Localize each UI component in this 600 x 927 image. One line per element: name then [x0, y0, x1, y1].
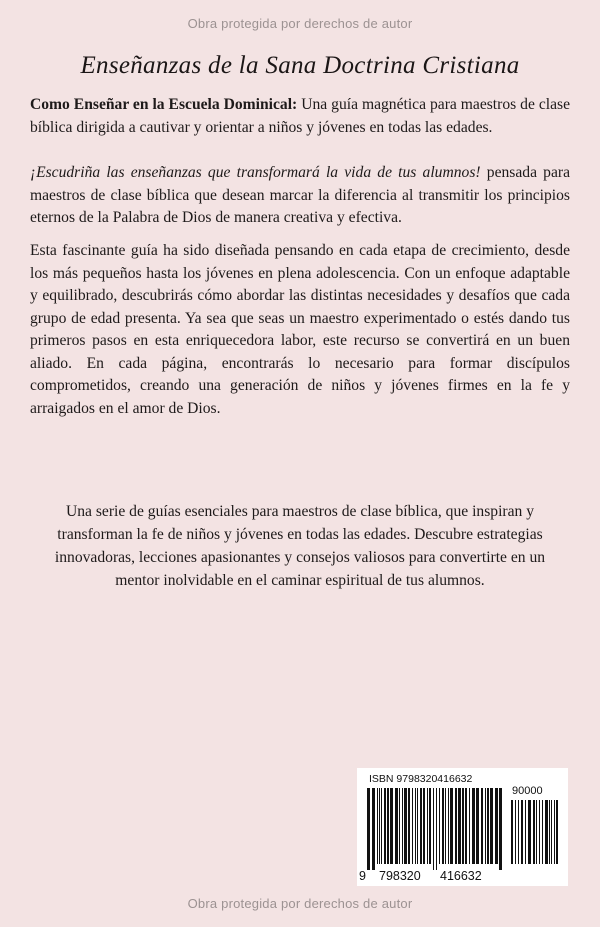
barcode-bar: [495, 788, 498, 864]
barcode-bar: [556, 800, 558, 864]
series-summary: Una serie de guías esenciales para maestros de clase bíblica, que inspiran y transforman la fe de niños y jóvenes en todas las edades. Descubre estrategias innovadoras, lecciones apasionantes y consejos valiosos para convertirte en un mentor inolvidable en el caminar espiritual de tus alumnos.: [54, 503, 546, 589]
barcode-bar: [442, 788, 444, 864]
barcode-digit-group1: 798320: [379, 869, 421, 883]
barcode-bar: [539, 800, 540, 864]
barcode-bar: [481, 788, 483, 864]
barcode-bar: [429, 788, 431, 864]
barcode-bar: [545, 800, 548, 864]
price-addon-bars: [509, 800, 561, 870]
barcode-bar: [515, 800, 516, 864]
barcode-bar: [420, 788, 422, 864]
barcode-bar: [511, 800, 513, 864]
copyright-watermark-top: Obra protegida por derechos de autor: [187, 16, 413, 31]
tagline-lead: ¡Escudriña las enseñanzas que transformará la vida de tus alumnos!: [30, 164, 481, 181]
barcode-bar: [390, 788, 393, 864]
description-paragraph: Esta fascinante guía ha sido diseñada pensando en cada etapa de crecimiento, desde los más pequeños hasta los jóvenes en plena adolescencia. Con un enfoque adaptable y equilibrado, descubrirás cómo abordar las distintas necesidades y desafíos que cada grupo de edad presenta. Ya sea que seas un maestro experimentado o estés dando tus primeros pasos en esta enriquecedora labor, este recurso se convertirá en un buen aliado. En cada página, encontrarás lo necesario para formar discípulos comprometidos, creando una generación de niños y jóvenes firmes en la fe y arraigados en el amor de Dios.: [30, 242, 570, 417]
barcode-bar: [448, 788, 449, 864]
barcode-bar: [436, 788, 437, 870]
barcode-bar: [462, 788, 464, 864]
barcode-bar: [455, 788, 457, 864]
barcode-bar: [458, 788, 461, 864]
isbn-label: ISBN 9798320416632: [369, 773, 473, 785]
barcode-bar: [536, 800, 537, 864]
barcode-bar: [402, 788, 403, 864]
barcode-digit-group2: 416632: [440, 869, 482, 883]
barcode-bar: [433, 788, 434, 870]
barcode-bar: [469, 788, 470, 864]
barcode-bar: [485, 788, 486, 864]
barcode-bar: [450, 788, 453, 864]
barcode-bar: [379, 788, 380, 864]
barcode-bar: [404, 788, 407, 864]
barcode-bar: [499, 788, 502, 870]
intro-text: Una guía magnética para maestros de clase bíblica dirigida a cautivar y orientar a niños y jóvenes en todas las edades.: [30, 96, 570, 136]
barcode-bar: [377, 788, 378, 864]
barcode-bar: [551, 800, 552, 864]
barcode-bar: [518, 800, 519, 864]
barcode-bar: [528, 800, 531, 864]
barcode-bar: [423, 788, 425, 864]
barcode-bar: [412, 788, 413, 864]
price-code: 90000: [512, 785, 543, 797]
barcode-bar: [395, 788, 398, 864]
barcode-bar: [387, 788, 389, 864]
isbn-barcode: [357, 768, 568, 886]
barcode-bar: [533, 800, 535, 864]
barcode-bar: [367, 788, 370, 870]
barcode-digit-first: 9: [359, 869, 366, 883]
tagline-paragraph: [30, 162, 570, 230]
intro-paragraph: [30, 94, 570, 139]
barcode-bar: [384, 788, 386, 864]
tagline-text: pensada para maestros de clase bíblica que desean marcar la diferencia al transmitir los principios eternos de la Palabra de Dios de manera creativa y efectiva.: [30, 164, 570, 226]
barcode-bar: [399, 788, 400, 864]
copyright-watermark-bottom: Obra protegida por derechos de autor: [187, 896, 413, 911]
barcode-bar: [476, 788, 479, 864]
barcode-bar: [372, 788, 375, 870]
barcode-bar: [408, 788, 410, 864]
barcode-bar: [554, 800, 555, 864]
barcode-bar: [487, 788, 489, 864]
barcode-bar: [445, 788, 446, 864]
barcode-bar: [427, 788, 428, 864]
book-title: Enseñanzas de la Sana Doctrina Cristiana: [80, 52, 520, 79]
barcode-bar: [465, 788, 467, 864]
barcode-bar: [549, 800, 550, 864]
intro-lead: Como Enseñar en la Escuela Dominical:: [30, 96, 298, 113]
ean13-bars: [365, 788, 505, 870]
barcode-bar: [417, 788, 418, 864]
barcode-bar: [439, 788, 440, 864]
barcode-bar: [521, 800, 523, 864]
barcode-bar: [472, 788, 475, 864]
barcode-bar: [381, 788, 382, 864]
barcode-bar: [490, 788, 493, 864]
barcode-bar: [542, 800, 543, 864]
barcode-bar: [415, 788, 416, 864]
barcode-bar: [525, 800, 526, 864]
